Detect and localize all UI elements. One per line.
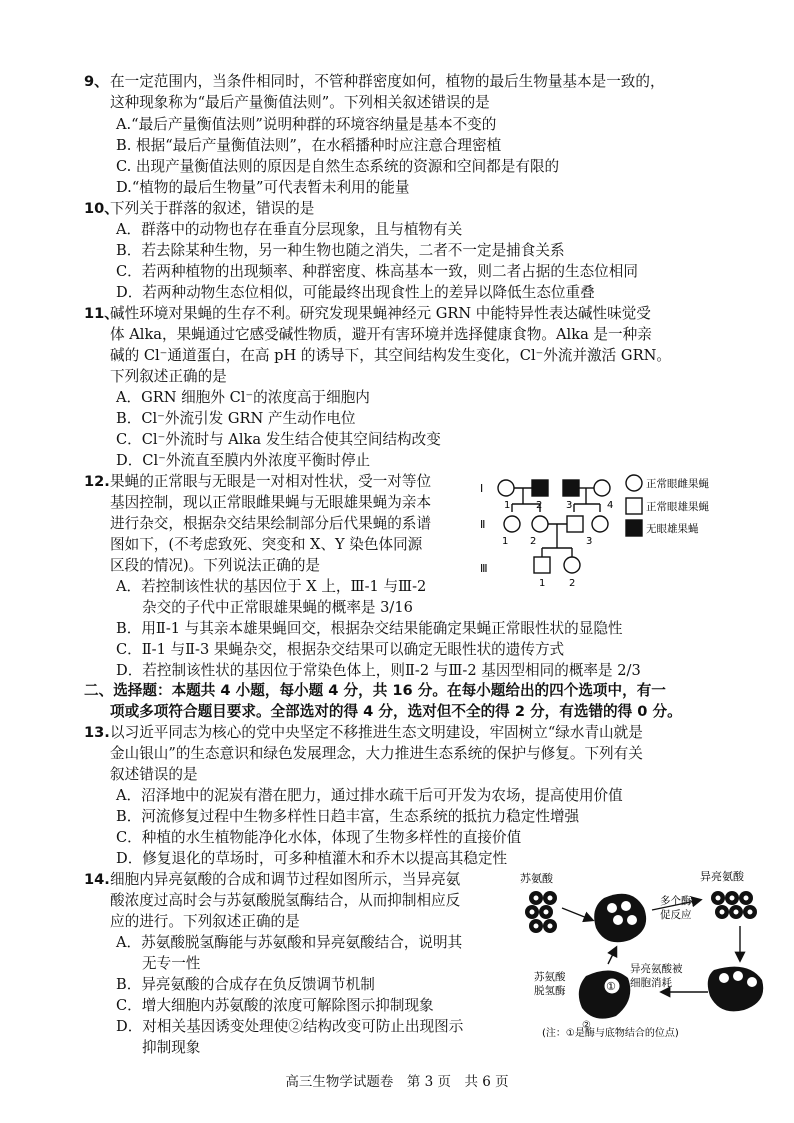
pedigree-ii-3 <box>567 516 583 532</box>
label-threonine: 苏氨酸 <box>520 872 553 885</box>
legend-normal-male-label: 正常眼雄果蝇 <box>646 501 709 513</box>
label-multi-enzyme-2: 促反应 <box>660 909 692 921</box>
q12-stem-line-4: 图如下，(不考虑致死、突变和 X、Y 染色体同源 <box>110 536 423 553</box>
num-i-2: 2 <box>536 500 543 511</box>
q11-option-a: A．GRN 细胞外 Cl⁻的浓度高于细胞内 <box>116 389 370 406</box>
q13-option-c: C．种植的水生植物能净化水体，体现了生物多样性的直接价值 <box>116 829 522 846</box>
q12-stem-line-5: 区段的情况)。下列说法正确的是 <box>110 557 321 574</box>
num-i-3: 3 <box>566 500 573 511</box>
q14-number: 14. <box>84 871 110 888</box>
label-enzyme-2: 脱氢酶 <box>534 985 566 997</box>
q14-option-a-line-1: A．苏氨酸脱氢酶能与苏氨酸和异亮氨酸结合，说明其 <box>116 934 463 951</box>
q14-stem-line-3: 应的进行。下列叙述正确的是 <box>110 913 300 930</box>
q14-option-d-line-1: D．对相关基因诱变处理使②结构改变可防止出现图示 <box>116 1018 464 1035</box>
q12-option-d: D．若控制该性状的基因位于常染色体上，则Ⅱ-2 与Ⅲ-2 基因型相同的概率是 2/3 <box>116 662 641 679</box>
legend-eyeless-male-label: 无眼雄果蝇 <box>646 523 699 535</box>
q9-stem-line-2: 这种现象称为“最后产量衡值法则”。下列相关叙述错误的是 <box>110 94 490 111</box>
q13-number: 13. <box>84 724 110 741</box>
q14-option-c: C．增大细胞内苏氨酸的浓度可解除图示抑制现象 <box>116 997 434 1014</box>
q9-number: 9、 <box>84 73 109 90</box>
q13-option-b: B．河流修复过程中生物多样性日趋丰富，生态系统的抵抗力稳定性增强 <box>116 808 580 825</box>
q10-number: 10、 <box>84 200 119 217</box>
label-consumed-1: 异亮氨酸被 <box>630 963 683 975</box>
q13-option-a: A．沼泽地中的泥炭有潜在肥力，通过排水疏干后可开发为农场，提高使用价值 <box>116 787 623 804</box>
q11-stem-line-4: 下列叙述正确的是 <box>110 368 227 385</box>
legend-normal-female-symbol <box>626 475 642 491</box>
diagram-note: (注：①是酶与底物结合的位点) <box>542 1028 679 1038</box>
q11-stem-line-3: 碱的 Cl⁻通道蛋白，在高 pH 的诱导下，其空间结构发生变化，Cl⁻外流并激活 GRN。 <box>110 347 671 364</box>
label-isoleucine: 异亮氨酸 <box>700 870 744 883</box>
num-ii-1: 1 <box>502 536 509 547</box>
pedigree-i-4 <box>594 480 610 496</box>
q12-stem-line-1: 12.果蝇的正常眼与无眼是一对相对性状，受一对等位 <box>84 473 432 490</box>
pedigree-i-1 <box>498 480 514 496</box>
isoleucine-molecule <box>711 891 757 919</box>
gen-label-i: Ⅰ <box>480 482 484 495</box>
gen-label-ii: Ⅱ <box>480 518 486 531</box>
legend-normal-female-label: 正常眼雌果蝇 <box>646 478 709 490</box>
q10-option-d: D．若两种动物生态位相似，可能最终出现食性上的差异以降低生态位重叠 <box>116 284 595 301</box>
binding-site-1: ① <box>606 980 616 993</box>
threonine-dehydrogenase <box>579 970 630 1018</box>
section2-header-line-1: 二、选择题：本题共 4 小题，每小题 4 分，共 16 分。在每小题给出的四个选项中，有一 <box>84 682 666 699</box>
q14-option-b: B．异亮氨酸的合成存在负反馈调节机制 <box>116 976 375 993</box>
q11-option-c: C．Cl⁻外流时与 Alka 发生结合使其空间结构改变 <box>116 431 441 448</box>
q9-option-b: B. 根据“最后产量衡值法则”，在水稻播种时应注意合理密植 <box>116 137 502 154</box>
pedigree-i-3 <box>563 480 579 496</box>
q10-stem: 10、下列关于群落的叙述，错误的是 <box>84 200 315 217</box>
label-multi-enzyme-1: 多个酶 <box>660 895 692 907</box>
q10-option-a: A．群落中的动物也存在垂直分层现象，且与植物有关 <box>116 221 463 238</box>
enzyme-regulation-diagram <box>512 868 782 1038</box>
binding-site-2: ② <box>582 1020 591 1031</box>
q9-option-d: D.“植物的最后生物量”可代表暂未利用的能量 <box>116 179 410 196</box>
q14-option-a-line-2: 无专一性 <box>142 955 201 972</box>
q9-option-c: C. 出现产量衡值法则的原因是自然生态系统的资源和空间都是有限的 <box>116 158 560 175</box>
gen-label-iii: Ⅲ <box>480 562 488 575</box>
legend-normal-male-symbol <box>626 498 642 514</box>
q12-option-a-line-2: 杂交的子代中正常眼雄果蝇的概率是 3/16 <box>142 599 413 616</box>
pedigree-ii-2 <box>532 516 548 532</box>
q13-stem-line-3: 叙述错误的是 <box>110 766 198 783</box>
pedigree-i-2 <box>532 480 548 496</box>
section2-header-line-2: 项或多项符合题目要求。全部选对的得 4 分，选对但不全的得 2 分，有选错的得 0 分。 <box>110 703 682 720</box>
q12-option-c: C．Ⅱ-1 与Ⅱ-3 果蝇杂交，根据杂交结果可以确定无眼性状的遗传方式 <box>116 641 565 658</box>
q11-option-d: D．Cl⁻外流直至膜内外浓度平衡时停止 <box>116 452 371 469</box>
page-footer: 高三生物学试题卷 第 3 页 共 6 页 <box>285 1074 509 1090</box>
q13-option-d: D．修复退化的草场时，可多种植灌木和乔木以提高其稳定性 <box>116 850 508 867</box>
num-i-1: 1 <box>504 500 511 511</box>
label-consumed-2: 细胞消耗 <box>630 977 672 989</box>
q14-stem-line-2: 酸浓度过高时会与苏氨酸脱氢酶结合，从而抑制相应反 <box>110 892 461 909</box>
q14-option-d-line-2: 抑制现象 <box>142 1039 201 1056</box>
q10-option-b: B．若去除某种生物，另一种生物也随之消失，二者不一定是捕食关系 <box>116 242 565 259</box>
q12-stem-line-2: 基因控制，现以正常眼雌果蝇与无眼雄果蝇为亲本 <box>110 494 432 511</box>
q11-option-b: B．Cl⁻外流引发 GRN 产生动作电位 <box>116 410 356 427</box>
q9-stem-line-1: 9、在一定范围内，当条件相同时，不管种群密度如何，植物的最后生物量基本是一致的， <box>84 73 665 90</box>
q12-option-b: B．用Ⅱ-1 与其亲本雄果蝇回交，根据杂交结果能确定果蝇正常眼性状的显隐性 <box>116 620 623 637</box>
pedigree-ii-1 <box>504 516 520 532</box>
q13-stem-line-1: 13.以习近平同志为核心的党中央坚定不移推进生态文明建设，牢固树立“绿水青山就是 <box>84 724 643 741</box>
q13-stem-line-2: 金山银山”的生态意识和绿色发展理念，大力推进生态系统的保护与修复。下列有关 <box>110 745 643 762</box>
q11-number: 11、 <box>84 305 119 322</box>
label-enzyme-1: 苏氨酸 <box>534 971 566 983</box>
q12-stem-line-3: 进行杂交，根据杂交结果绘制部分后代果蝇的系谱 <box>110 515 432 532</box>
pedigree-chart <box>474 468 774 590</box>
pedigree-iii-2 <box>564 557 580 573</box>
num-iii-1: 1 <box>539 578 546 589</box>
q11-stem-line-1: 11、碱性环境对果蝇的生存不利。研究发现果蝇神经元 GRN 中能特异性表达碱性味觉受 <box>84 305 651 322</box>
q11-stem-line-2: 体 Alka，果蝇通过它感受碱性物质，避开有害环境并选择健康食物。Alka 是一种亲 <box>110 326 652 343</box>
q12-option-a-line-1: A．若控制该性状的基因位于 X 上，Ⅲ-1 与Ⅲ-2 <box>116 578 427 595</box>
pedigree-ii-unnumbered <box>592 516 608 532</box>
num-i-4: 4 <box>607 500 614 511</box>
num-ii-3: 3 <box>586 536 593 547</box>
q12-number: 12. <box>84 473 110 490</box>
q10-option-c: C．若两种植物的出现频率、种群密度、株高基本一致，则二者占据的生态位相同 <box>116 263 638 280</box>
q14-stem-line-1: 14.细胞内异亮氨酸的合成和调节过程如图所示，当异亮氨 <box>84 871 461 888</box>
pedigree-iii-1 <box>534 557 550 573</box>
num-ii-2: 2 <box>530 536 537 547</box>
legend-eyeless-male-symbol <box>626 520 642 536</box>
q9-option-a: A.“最后产量衡值法则”说明种群的环境容纳量是基本不变的 <box>116 116 497 133</box>
num-iii-2: 2 <box>569 578 576 589</box>
